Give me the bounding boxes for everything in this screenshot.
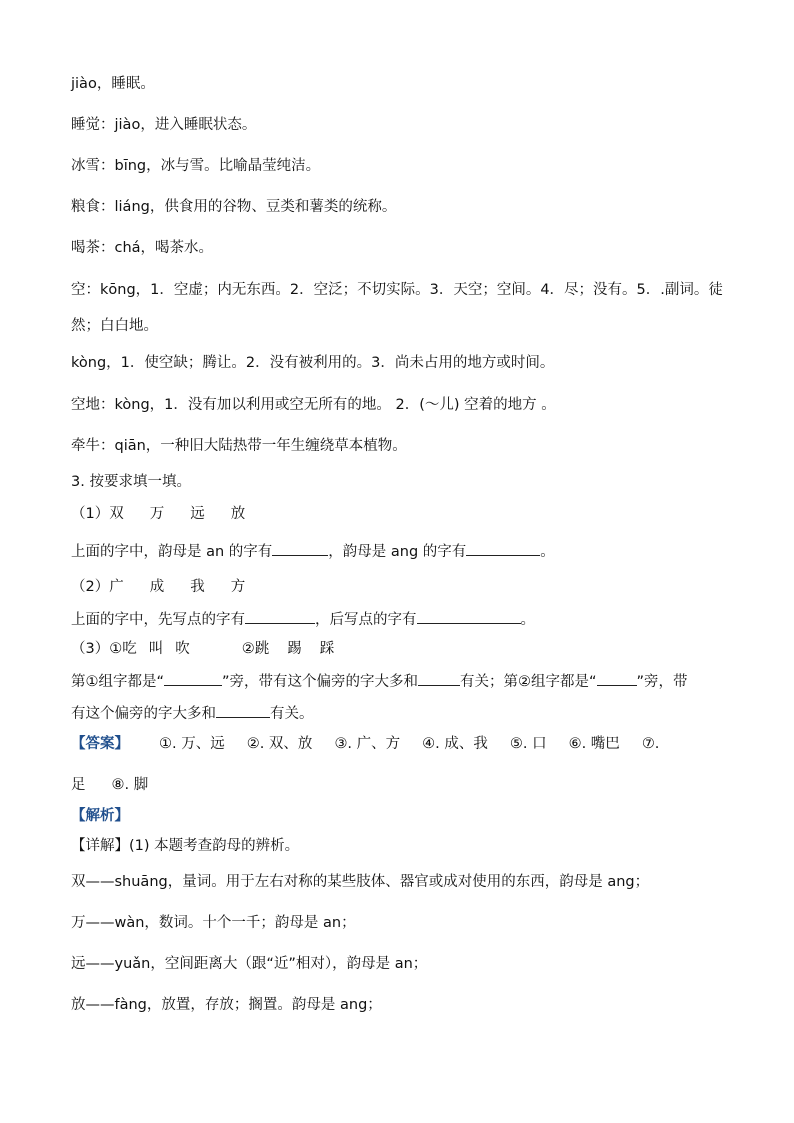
question-text: 。 xyxy=(520,612,535,628)
blank-field[interactable] xyxy=(466,541,540,556)
question-text: 。 xyxy=(540,544,555,560)
text-line: 然；白白地。 xyxy=(71,318,158,334)
question-text: 上面的字中，先写点的字有 xyxy=(71,612,245,628)
text-line: 粮食：liáng，供食用的谷物、豆类和薯类的统称。 xyxy=(71,199,397,215)
blank-field[interactable] xyxy=(418,671,460,686)
question-text: 有这个偏旁的字大多和 xyxy=(71,706,216,722)
question-part-1-chars xyxy=(71,504,245,524)
question-part-3-fill xyxy=(71,671,688,692)
question-part-3-chars xyxy=(71,639,334,659)
analysis-tag: 【解析】 xyxy=(71,808,129,824)
blank-field[interactable] xyxy=(216,703,270,718)
text-line: 冰雪：bīng，冰与雪。比喻晶莹纯洁。 xyxy=(71,158,321,174)
char: 放 xyxy=(230,506,246,522)
text-line: 睡觉：jiào，进入睡眠状态。 xyxy=(71,117,257,133)
question-text: ，韵母是 ang 的字有 xyxy=(328,544,467,560)
char: 吹 xyxy=(175,641,190,657)
answer-item: ①. 万、远 xyxy=(159,736,225,752)
question-text: 第①组字都是“ xyxy=(71,674,165,690)
blank-field[interactable] xyxy=(272,541,328,556)
blank-field[interactable] xyxy=(417,609,521,624)
answer-label: 【答案】 xyxy=(71,736,129,752)
char: 成 xyxy=(149,579,165,595)
answer-item: ⑤. 口 xyxy=(509,736,547,752)
text-line: kòng，1．使空缺；腾让。2．没有被利用的。3．尚未占用的地方或时间。 xyxy=(71,355,555,371)
detail-label: 【详解】 xyxy=(71,838,129,854)
text-line: 空：kōng，1．空虚；内无东西。2．空泛；不切实际。3．天空；空间。4．尽；没有。5．.副词。徒 xyxy=(71,282,723,298)
answer-item: ②. 双、放 xyxy=(246,736,313,752)
question-text: 有关；第②组字都是“ xyxy=(460,674,597,690)
question-part-1-fill xyxy=(71,541,555,562)
answer-item: ③. 广、方 xyxy=(334,736,401,752)
char: 万 xyxy=(149,506,165,522)
answer-item: ⑦. xyxy=(641,736,660,752)
analysis-label xyxy=(71,806,129,826)
answer-item: ④. 成、我 xyxy=(422,736,488,752)
explanation-line: 万——wàn，数词。十个一千；韵母是 an； xyxy=(71,915,356,931)
char: 广 xyxy=(109,579,124,595)
question-part-2-chars xyxy=(71,577,245,597)
text-line: 牵牛：qiān，一种旧大陆热带一年生缠绕草本植物。 xyxy=(71,438,407,454)
question-text: ”旁，带有这个偏旁的字大多和 xyxy=(222,674,419,690)
question-part-2-fill xyxy=(71,609,535,630)
explanation-line: 放——fàng，放置，存放；搁置。韵母是 ang； xyxy=(71,997,382,1013)
text-line: jiào，睡眠。 xyxy=(71,76,155,92)
answer-line xyxy=(71,734,659,754)
blank-field[interactable] xyxy=(164,671,222,686)
question-part-3-fill-cont xyxy=(71,703,314,724)
char: 我 xyxy=(190,579,205,595)
part-number: （3） xyxy=(71,641,110,657)
blank-field[interactable] xyxy=(597,671,637,686)
question-text: ”旁，带 xyxy=(636,674,688,690)
question-title: 3. 按要求填一填。 xyxy=(71,474,191,490)
answer-item: ⑧. 脚 xyxy=(111,777,149,793)
answer-item: ⑥. 嘴巴 xyxy=(568,736,620,752)
answer-line-cont xyxy=(71,775,148,795)
char: ②跳 xyxy=(241,641,270,657)
char: 方 xyxy=(230,579,246,595)
text-line: 喝茶：chá，喝茶水。 xyxy=(71,240,214,256)
part-number: （2） xyxy=(71,579,110,595)
blank-field[interactable] xyxy=(245,609,315,624)
explanation-line: 远——yuǎn，空间距离大（跟“近”相对），韵母是 an； xyxy=(71,956,428,972)
answer-item: 足 xyxy=(71,777,86,793)
question-text: 有关。 xyxy=(270,706,314,722)
detail-line xyxy=(71,836,299,856)
question-text: ，后写点的字有 xyxy=(315,612,417,628)
char: 踩 xyxy=(319,641,335,657)
char: 双 xyxy=(109,506,124,522)
text-line: 空地：kòng，1．没有加以利用或空无所有的地。 2．(～儿) 空着的地方 。 xyxy=(71,397,556,413)
char: 远 xyxy=(190,506,205,522)
char: 踢 xyxy=(287,641,302,657)
explanation-line: 双——shuāng，量词。用于左右对称的某些肢体、器官或成对使用的东西，韵母是 ang； xyxy=(71,874,650,890)
question-text: 上面的字中，韵母是 an 的字有 xyxy=(71,544,273,560)
detail-text: (1) 本题考查韵母的辨析。 xyxy=(129,838,300,854)
part-number: （1） xyxy=(71,506,110,522)
char: 叫 xyxy=(148,641,164,657)
char: ①吃 xyxy=(109,641,137,657)
